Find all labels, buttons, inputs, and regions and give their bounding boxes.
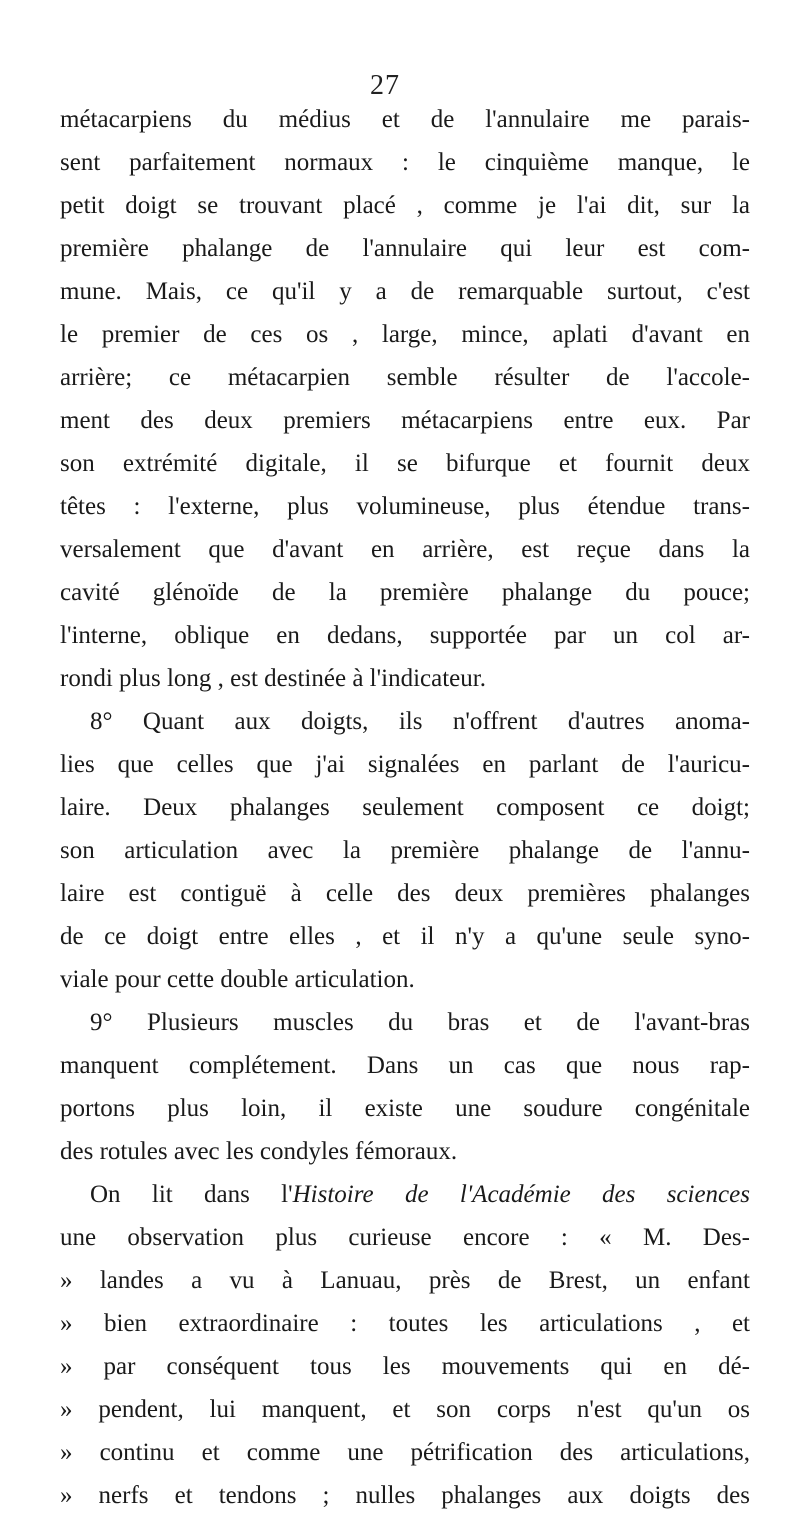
text-line: arrière; ce métacarpien semble résulter de l'accole- (60, 364, 750, 391)
text-line: son articulation avec la première phalange de l'annu- (60, 837, 750, 864)
text-line: l'interne, oblique en dedans, supportée par un col ar- (60, 622, 750, 649)
text-line: » continu et comme une pétrification des articulations, (60, 1439, 750, 1466)
text-line: mune. Mais, ce qu'il y a de remarquable surtout, c'est (60, 278, 750, 305)
text-line: petit doigt se trouvant placé , comme je l'ai dit, sur la (60, 192, 750, 219)
text-line: ment des deux premiers métacarpiens entre eux. Par (60, 407, 750, 434)
text-line: 8° Quant aux doigts, ils n'offrent d'autres anoma- (90, 708, 750, 735)
book-title: Histoire de l'Académie des sciences (292, 1181, 750, 1208)
text-line: son extrémité digitale, il se bifurque et fournit deux (60, 450, 750, 477)
text-line: » nerfs et tendons ; nulles phalanges aux doigts des (60, 1482, 750, 1509)
text-line: laire. Deux phalanges seulement composent ce doigt; (60, 794, 750, 821)
text-line: laire est contiguë à celle des deux premières phalanges (60, 880, 750, 907)
text-line: de ce doigt entre elles , et il n'y a qu'une seule syno- (60, 923, 750, 950)
text-line: viale pour cette double articulation. (60, 966, 415, 993)
text-line: têtes : l'externe, plus volumineuse, plus étendue trans- (60, 493, 750, 520)
text-line: » landes a vu à Lanuau, près de Brest, un enfant (60, 1267, 750, 1294)
text-line: portons plus loin, il existe une soudure congénitale (60, 1095, 750, 1122)
text-line: manquent complétement. Dans un cas que nous rap- (60, 1052, 750, 1079)
text-line: le premier de ces os , large, mince, aplati d'avant en (60, 321, 750, 348)
text-line: une observation plus curieuse encore : « M. Des- (60, 1224, 750, 1251)
page-number: 27 (370, 70, 400, 101)
text-line: versalement que d'avant en arrière, est reçue dans la (60, 536, 750, 563)
text-line: cavité glénoïde de la première phalange du pouce; (60, 579, 750, 606)
text-line: sent parfaitement normaux : le cinquième manque, le (60, 149, 750, 176)
text-line: » bien extraordinaire : toutes les articulations , et (60, 1310, 750, 1337)
text-line: On lit dans l'Histoire de l'Académie des sciences (90, 1181, 750, 1208)
text-line: métacarpiens du médius et de l'annulaire me parais- (60, 106, 750, 133)
text-line: rondi plus long , est destinée à l'indicateur. (60, 665, 486, 692)
body-text (60, 98, 750, 1517)
text-line: des rotules avec les condyles fémoraux. (60, 1138, 458, 1165)
text-line: » pendent, lui manquent, et son corps n'est qu'un os (60, 1396, 750, 1423)
text-line: » par conséquent tous les mouvements qui en dé- (60, 1353, 750, 1380)
text-line: 9° Plusieurs muscles du bras et de l'avant-bras (90, 1009, 750, 1036)
text-line: lies que celles que j'ai signalées en parlant de l'auricu- (60, 751, 750, 778)
text-line: première phalange de l'annulaire qui leur est com- (60, 235, 750, 262)
